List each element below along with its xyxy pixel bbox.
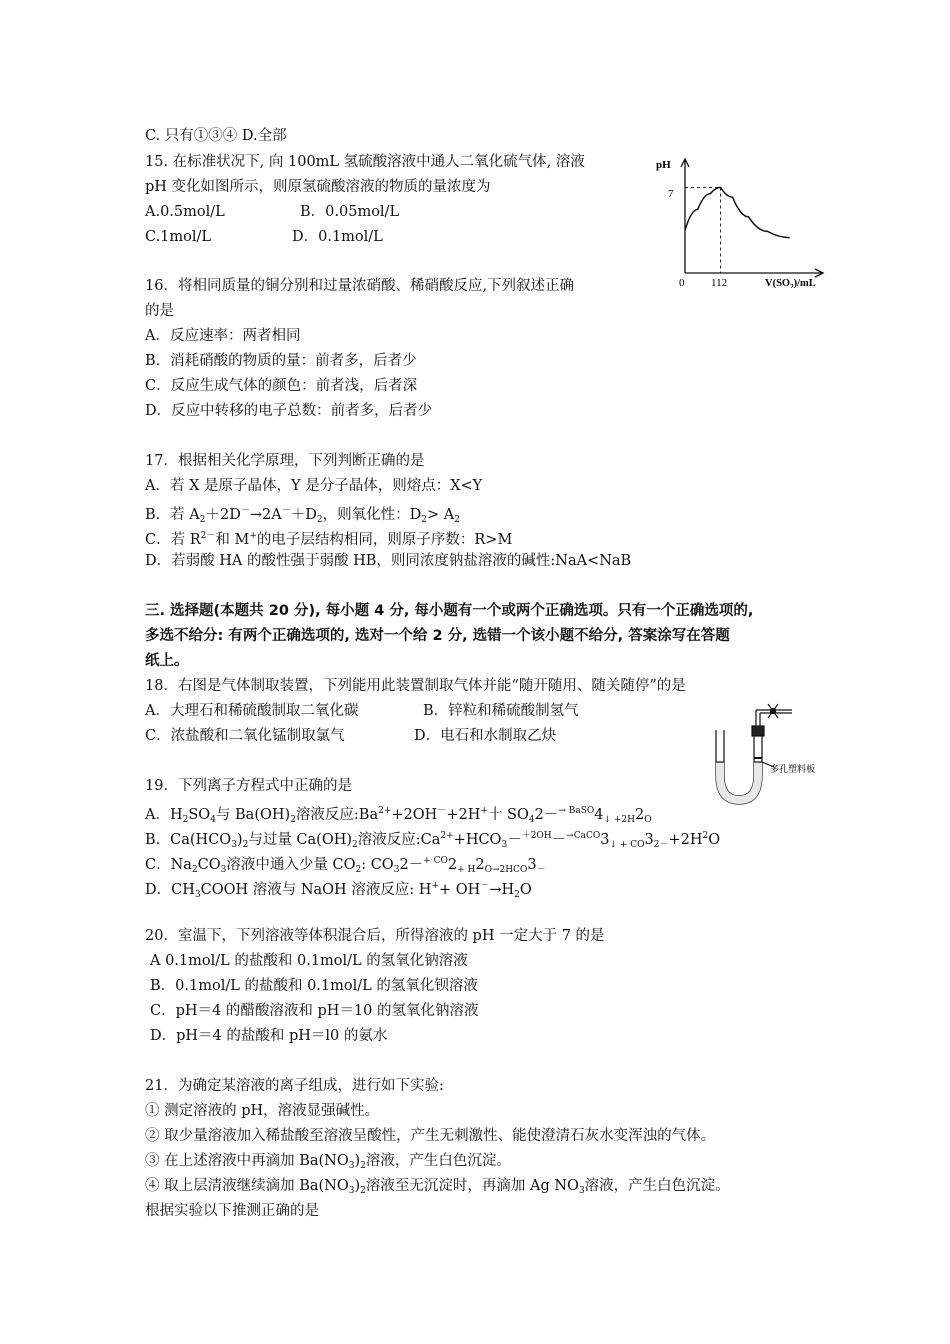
- ph-curve: [685, 187, 790, 237]
- q19-option-c-part: －: [536, 865, 546, 875]
- q19-option-a-part: 4: [210, 815, 216, 825]
- q21-step4-part: ): [354, 1178, 361, 1194]
- q19-option-a-part: O: [644, 815, 652, 825]
- x-tick-label: 112: [711, 277, 728, 288]
- q21-step1: ① 测定溶液的 pH，溶液显强碱性。: [145, 1103, 380, 1119]
- section3-heading-line1: 三. 选择题(本题共 20 分), 每小题 4 分, 每小题有一个或两个正确选项。只有一个正确选项的,: [145, 603, 754, 619]
- q19-option-c-part: CO: [197, 857, 221, 873]
- q19-option-c-part: 3: [393, 865, 400, 875]
- q19-option-a-part: 4: [528, 815, 535, 825]
- q21-step4-part: 3: [348, 1186, 355, 1196]
- q19-option-c-part: 溶液中通入少量 CO: [226, 857, 356, 873]
- q15-option-d: D．0.1mol/L: [292, 229, 383, 245]
- q19-option-a-part: －: [437, 806, 447, 816]
- q19-option-b-part: 3: [600, 832, 610, 848]
- q17-option-b-part: ＋2D: [205, 507, 241, 523]
- q21-stem: 21．为确定某溶液的离子组成，进行如下实验:: [145, 1078, 444, 1094]
- q19-option-a-part: +2OH: [391, 807, 438, 823]
- q19-option-a-part: ↓ +2H: [603, 815, 636, 825]
- q19-option-b-part: 2: [352, 840, 358, 850]
- q19-option-c-part: O→2HCO: [484, 865, 528, 875]
- q20-option-c: C．pH＝4 的醋酸溶液和 pH＝10 的氢氧化钠溶液: [150, 1003, 479, 1019]
- q19-option-d-part: 3: [194, 890, 201, 900]
- q19-option-c-part: 3: [220, 865, 227, 875]
- q19-option-a-part: 十 SO: [487, 807, 529, 823]
- q19-option-b-part: O: [708, 832, 721, 848]
- q17-option-c-part: 和 M: [215, 532, 250, 548]
- section3-heading-line3: 纸上。: [145, 653, 189, 669]
- q19-option-d: [145, 876, 532, 905]
- q18-option-a: A．大理石和稀硫酸制取二氧化碳: [145, 703, 359, 719]
- q17-option-b-part: > A: [426, 507, 455, 523]
- q19-option-a-part: +: [480, 806, 488, 816]
- q17-option-b-part: 2: [454, 515, 460, 525]
- q19-option-b-part: 与过量 Ca(OH): [248, 832, 353, 848]
- q16-option-a: A．反应速率：两者相同: [145, 328, 301, 344]
- q19-option-d-part: + OH: [439, 882, 481, 898]
- q17-option-c-part: +: [249, 531, 257, 541]
- q17-option-c-part: 的电子层结构相同，则原子序数：R>M: [256, 532, 513, 548]
- q17-stem: 17．根据相关化学原理，下列判断正确的是: [145, 453, 425, 469]
- q14-options-cd: C. 只有①③④ D.全部: [145, 128, 287, 144]
- q19-option-c-part: 2－: [399, 857, 424, 873]
- q19-option-b-part: ↓ + CO: [609, 840, 645, 850]
- q18-option-b: B．锌粒和稀硫酸制氢气: [423, 703, 579, 719]
- q19-option-b-part: －: [507, 832, 522, 848]
- q17-option-b-part: 2: [199, 515, 206, 525]
- q19-option-d-part: D．CH: [145, 882, 195, 898]
- q21-step4-part: 溶液，产生白色沉淀。: [584, 1178, 730, 1194]
- q19-option-b-part: 3: [644, 832, 654, 848]
- q17-option-b-part: ，则氧化性：D: [322, 507, 422, 523]
- origin-label: 0: [679, 277, 685, 288]
- gas-apparatus-figure: [700, 700, 840, 810]
- q15-stem-line1: 15. 在标准状况下, 向 100mL 氢硫酸溶液中通人二氧化硫气体, 溶液: [145, 154, 585, 170]
- section3-heading-line2: 多选不给分: 有两个正确选项的, 选对一个给 2 分, 选错一个该小题不给分, 答案涂写在答题: [145, 628, 730, 644]
- q17-option-b-part: －: [281, 506, 291, 516]
- q19-option-c-part: C．Na: [145, 857, 192, 873]
- q18-option-d: D．电石和水制取乙炔: [414, 728, 557, 744]
- q19-option-b-part: ): [236, 832, 243, 848]
- q21-conclusion-prompt: 根据实验以下推测正确的是: [145, 1203, 319, 1219]
- q16-option-c: C．反应生成气体的颜色：前者浅，后者深: [145, 378, 418, 394]
- q19-option-b-part: →CaCO: [566, 831, 601, 841]
- q19-option-b-part: 2: [242, 840, 249, 850]
- q17-option-d: D．若弱酸 HA 的酸性强于弱酸 HB，则同浓度钠盐溶液的碱性:NaA<NaB: [145, 553, 632, 569]
- q19-option-d-part: 2: [514, 890, 520, 900]
- q21-step3-part: ③ 在上述溶液中再滴加 Ba(NO: [145, 1153, 349, 1169]
- q19-option-b-part: ＋2OH: [521, 831, 552, 841]
- q19-option-b-part: B．Ca(HCO: [145, 832, 232, 848]
- q21-step3-part: ): [354, 1153, 361, 1169]
- q19-option-a-part: 与 Ba(OH): [215, 807, 291, 823]
- y-tick-label: 7: [668, 188, 674, 200]
- porous-plate-label: 多孔塑料板: [770, 764, 816, 774]
- q16-stem-line2: 的是: [145, 303, 174, 319]
- q19-option-a-part: A．H: [145, 807, 183, 823]
- x-axis-label: $V(SO_2)/mL$: [765, 278, 816, 288]
- q20-stem: 20．室温下，下列溶液等体积混合后，所得溶液的 pH 一定大于 7 的是: [145, 928, 605, 944]
- x-axis-label-sub: 2: [790, 283, 794, 288]
- q19-option-c-part: + H: [457, 865, 476, 875]
- q19-option-b-part: 3: [501, 840, 508, 850]
- q19-option-a-part: 4: [594, 807, 604, 823]
- q19-option-a-part: 2: [290, 815, 296, 825]
- q19-option-d-part: O: [519, 882, 532, 898]
- q19-option-d-part: →H: [489, 882, 515, 898]
- q21-step4-part: 3: [578, 1186, 585, 1196]
- q19-option-b-part: 2－: [653, 840, 669, 850]
- q19-option-b-part: 溶液反应:Ca: [357, 832, 441, 848]
- liquid-fill: [716, 762, 762, 804]
- q15-option-c: C.1mol/L: [145, 229, 212, 245]
- q19-option-c-part: : CO: [361, 857, 394, 873]
- q19-option-a-part: 2: [635, 807, 645, 823]
- q19-option-a-part: → BaSO: [558, 806, 595, 816]
- q19-option-b-part: +HCO: [453, 832, 502, 848]
- q19-option-c-part: 2: [447, 857, 458, 873]
- q19-option-c-part: + CO: [423, 856, 448, 866]
- q19-option-a-part: +2H: [446, 807, 481, 823]
- q17-option-b-part: －: [240, 506, 250, 516]
- q19-option-a-part: 2+: [378, 806, 392, 816]
- q17-option-a: A．若 X 是原子晶体，Y 是分子晶体，则熔点：X<Y: [145, 478, 483, 494]
- q17-option-b-part: →2A: [249, 507, 282, 523]
- q16-stem-line1: 16．将相同质量的铜分别和过量浓硝酸、稀硝酸反应,下列叙述正确: [145, 278, 575, 294]
- q17-option-c-part: 2－: [200, 531, 216, 541]
- u-tube-inner: [724, 730, 754, 796]
- q19-option-b-part: －: [551, 832, 567, 848]
- q21-step4-part: 2: [360, 1186, 366, 1196]
- stopcock-knob: [771, 709, 776, 714]
- q17-option-b-part: B．若 A: [145, 507, 200, 523]
- q20-option-d: D．pH＝4 的盐酸和 pH＝l0 的氨水: [150, 1028, 388, 1044]
- q18-option-c: C．浓盐酸和二氧化锰制取氯气: [145, 728, 345, 744]
- q21-step3-part: 3: [348, 1161, 355, 1171]
- q20-option-a: A 0.1mol/L 的盐酸和 0.1mol/L 的氢氧化钠溶液: [150, 953, 468, 969]
- rubber-stopper: [752, 726, 764, 736]
- q15-option-a: A.0.5mol/L: [145, 204, 225, 220]
- q21-step4: [145, 1176, 730, 1201]
- q19-option-c-part: 2: [355, 865, 362, 875]
- q19-option-a-part: 溶液反应:Ba: [295, 807, 379, 823]
- q19-option-b-part: 3: [231, 840, 237, 850]
- q15-stem-line2: pH 变化如图所示，则原氢硫酸溶液的物质的量浓度为: [145, 179, 491, 195]
- q19-option-c-part: 2: [475, 857, 485, 873]
- q19-option-a-part: 2－: [534, 807, 559, 823]
- q21-step4-part: ④ 取上层清液继续滴加 Ba(NO: [145, 1178, 349, 1194]
- q19-option-c-part: 2: [191, 865, 198, 875]
- q17-option-c-part: C．若 R: [145, 532, 201, 548]
- q19-option-c-part: 3: [527, 857, 537, 873]
- q21-step3-part: 2: [360, 1161, 366, 1171]
- q16-option-b: B．消耗硝酸的物质的量：前者多，后者少: [145, 353, 417, 369]
- q17-option-b-part: 2: [421, 515, 427, 525]
- q21-step4-part: 溶液至无沉淀时，再滴加 Ag NO: [365, 1178, 579, 1194]
- q19-option-b-part: +2H: [668, 832, 703, 848]
- q19-option-d-part: +: [431, 881, 440, 891]
- q17-option-c: [145, 526, 512, 550]
- q21-step3: [145, 1151, 511, 1176]
- q18-stem: 18．右图是气体制取装置，下列能用此装置制取气体并能“随开随用、随关随停”的是: [145, 678, 686, 694]
- q21-step3-part: 溶液，产生白色沉淀。: [365, 1153, 511, 1169]
- q19-option-b-part: 2+: [440, 831, 454, 841]
- ph-chart: [652, 148, 832, 288]
- q19-stem: 19．下列离子方程式中正确的是: [145, 778, 352, 794]
- q16-option-d: D．反应中转移的电子总数：前者多，后者少: [145, 403, 433, 419]
- q20-option-b: B．0.1mol/L 的盐酸和 0.1mol/L 的氢氧化钡溶液: [150, 978, 478, 994]
- q19-option-d-part: COOH 溶液与 NaOH 溶液反应: H: [200, 882, 432, 898]
- q19-option-b-part: 2: [702, 831, 709, 841]
- q19-option-d-part: －: [480, 881, 490, 891]
- q17-option-b-part: ＋D: [290, 507, 317, 523]
- q19-option-a-part: SO: [188, 807, 211, 823]
- y-axis-label: pH: [656, 159, 671, 171]
- q19-option-a-part: 2: [182, 815, 189, 825]
- q21-step2: ② 取少量溶液加入稀盐酸至溶液呈酸性，产生无刺激性、能使澄清石灰水变浑浊的气体。: [145, 1128, 716, 1144]
- q15-option-b: B．0.05mol/L: [300, 204, 400, 220]
- q17-option-b-part: 2: [316, 515, 323, 525]
